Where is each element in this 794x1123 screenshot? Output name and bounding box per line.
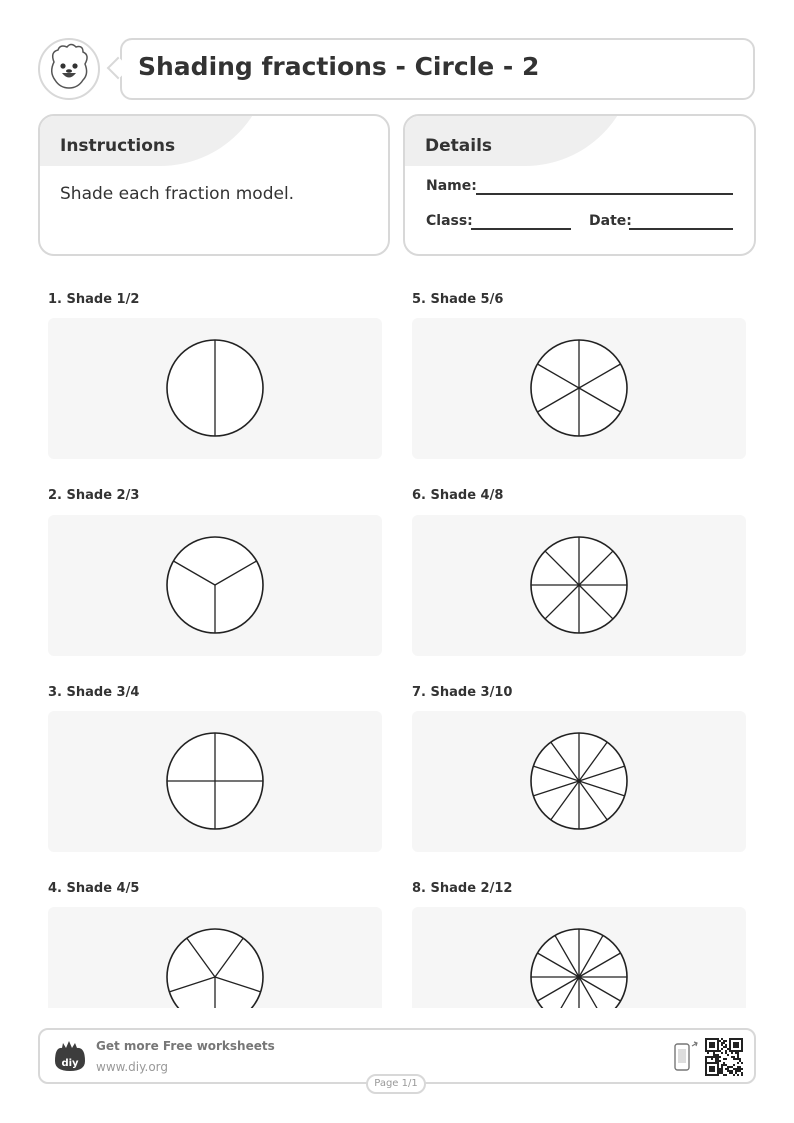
footer-url[interactable]: www.diy.org — [96, 1060, 168, 1074]
name-label: Name: — [426, 178, 477, 194]
page-title: Shading fractions - Circle - 2 — [138, 52, 540, 81]
fraction-circle[interactable] — [48, 711, 382, 852]
problem-box[interactable] — [48, 907, 382, 1008]
fraction-circle[interactable] — [48, 907, 382, 1008]
problem-label: 8. Shade 2/12 — [412, 881, 513, 896]
fraction-circle[interactable] — [412, 907, 746, 1008]
fraction-circle[interactable] — [48, 515, 382, 656]
instructions-heading: Instructions — [60, 136, 176, 156]
details-heading: Details — [425, 136, 493, 156]
problem-label: 5. Shade 5/6 — [412, 292, 504, 307]
qr-code-icon — [705, 1038, 743, 1076]
problem-box[interactable] — [48, 515, 382, 656]
problem-label: 6. Shade 4/8 — [412, 488, 504, 503]
class-label: Class: — [426, 213, 473, 229]
date-label: Date: — [589, 213, 632, 229]
problem-box[interactable] — [412, 318, 746, 459]
problem-label: 7. Shade 3/10 — [412, 685, 513, 700]
svg-text:diy: diy — [61, 1058, 79, 1069]
fraction-circle[interactable] — [412, 515, 746, 656]
fraction-circle[interactable] — [48, 318, 382, 459]
problem-box[interactable] — [48, 711, 382, 852]
instructions-text: Shade each fraction model. — [60, 184, 295, 204]
problem-box[interactable] — [412, 515, 746, 656]
diy-logo-icon — [52, 1039, 88, 1073]
phone-icon — [672, 1040, 700, 1074]
fraction-circle[interactable] — [412, 711, 746, 852]
problem-label: 3. Shade 3/4 — [48, 685, 140, 700]
fraction-circle[interactable] — [412, 318, 746, 459]
problem-box[interactable] — [48, 318, 382, 459]
problem-box[interactable] — [412, 711, 746, 852]
footer-tagline: Get more Free worksheets — [96, 1039, 275, 1053]
page-indicator: Page 1/1 — [366, 1074, 426, 1094]
problem-label: 2. Shade 2/3 — [48, 488, 140, 503]
problem-label: 4. Shade 4/5 — [48, 881, 140, 896]
problem-label: 1. Shade 1/2 — [48, 292, 140, 307]
problem-box[interactable] — [412, 907, 746, 1008]
